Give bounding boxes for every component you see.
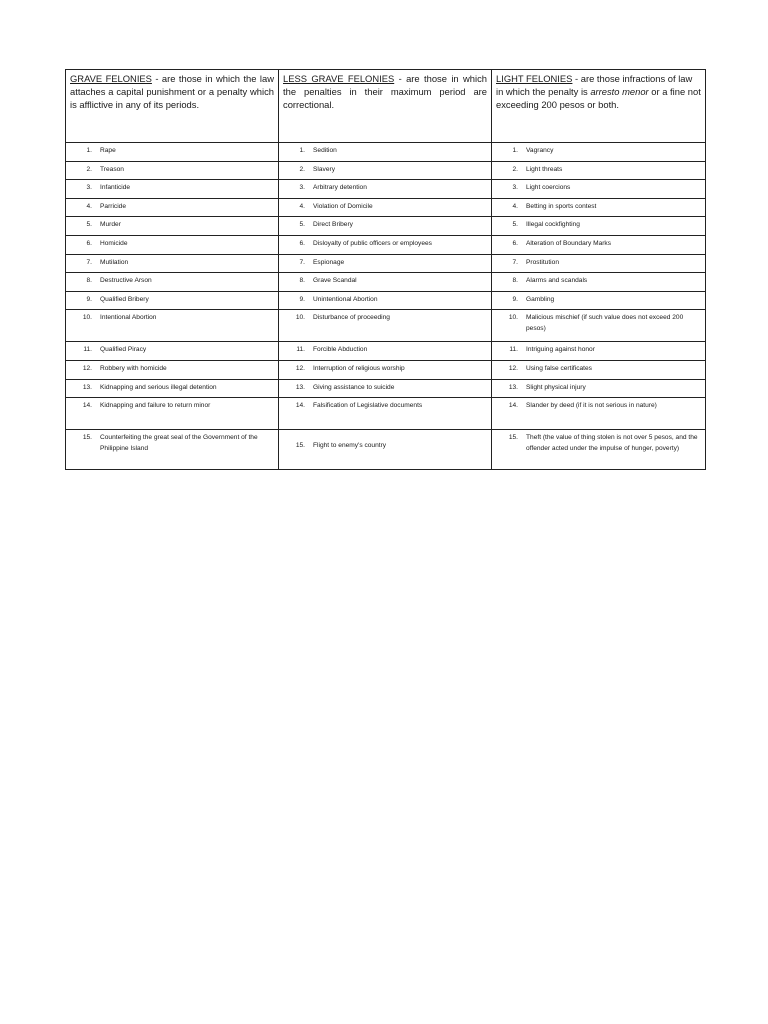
list-item [70,258,274,269]
less-grave-felony-cell [279,143,492,162]
list-item [496,239,701,250]
grave-felony-cell [66,379,279,398]
grave-felony-cell [66,235,279,254]
item-number: 7. [299,258,305,266]
table-row [66,360,706,379]
item-number: 10. [295,314,305,322]
item-number: 1. [86,147,92,154]
light-felonies-penalty-term: arresto menor [590,86,649,97]
item-number: 8. [299,277,305,285]
item-number: 4. [299,202,305,210]
item-number: 9. [299,295,305,303]
grave-felony-cell [66,310,279,342]
grave-felony-cell [66,360,279,379]
item-number: 2. [512,165,518,173]
less-grave-felony-cell [279,379,492,398]
item-number: 15. [295,442,305,450]
light-felony-cell [492,217,706,236]
light-felony-name: Prostitution [526,258,559,266]
less-grave-felony-name: Disturbance of proceeding [313,314,390,322]
list-item [496,146,701,157]
less-grave-felony-cell [279,360,492,379]
item-number: 14. [508,402,518,410]
light-felony-name: Using false certificates [526,364,592,372]
item-number: 9. [512,295,518,303]
list-item [283,364,487,375]
light-felony-name: Betting in sports contest [526,202,597,210]
item-number: 11. [509,346,518,354]
light-felony-name: Alteration of Boundary Marks [526,239,612,247]
grave-felony-name: Mutilation [100,258,129,266]
list-item [283,202,487,213]
light-felony-cell [492,254,706,273]
less-grave-felonies-title: LESS GRAVE FELONIES [283,73,395,84]
less-grave-felony-name: Flight to enemy's country [313,442,387,450]
less-grave-felony-cell [279,217,492,236]
item-number: 9. [86,295,92,303]
list-item [70,295,274,306]
list-item [70,383,274,394]
item-number: 6. [299,239,305,247]
less-grave-felony-name: Espionage [313,258,345,266]
grave-felony-name: Kidnapping and serious illegal detention [100,383,217,391]
item-number: 4. [86,202,92,210]
table-row [66,398,706,430]
felony-classification-table [65,69,706,470]
grave-felony-name: Murder [100,221,121,229]
item-number: 1. [299,147,305,154]
item-number: 15. [82,434,92,442]
table-row [66,161,706,180]
light-felony-cell [492,379,706,398]
item-number: 3. [512,184,518,192]
less-grave-felonies-definition: - are those in which the penalties in their maximum period are correctional. [283,73,487,110]
item-number: 5. [299,221,305,229]
less-grave-felony-name: Interruption of religious worship [313,364,405,372]
item-number: 3. [299,184,305,192]
light-felony-cell [492,180,706,199]
item-number: 11. [83,346,92,354]
list-item [496,433,701,454]
list-item [496,202,701,213]
grave-felony-name: Qualified Bribery [100,295,149,303]
grave-felony-cell [66,217,279,236]
less-grave-felony-cell [279,430,492,470]
list-item [70,183,274,194]
grave-felonies-title: GRAVE FELONIES [70,73,152,84]
item-number: 12. [295,364,305,372]
item-number: 4. [512,202,518,210]
list-item [283,239,487,250]
light-felony-cell [492,430,706,470]
less-grave-felony-name: Falsification of Legislative documents [313,402,423,410]
less-grave-felony-cell [279,254,492,273]
light-felony-name: Malicious mischief (if such value does not exceed 200 pesos) [526,314,684,332]
list-item [496,383,701,394]
list-item [70,165,274,176]
light-felony-cell [492,398,706,430]
table-row [66,198,706,217]
list-item [70,313,274,324]
item-number: 3. [86,184,92,192]
grave-felony-cell [66,161,279,180]
table-row [66,180,706,199]
grave-felony-cell [66,291,279,310]
light-felonies-definition-end: or a fine not exceeding 200 pesos or both. [496,86,701,110]
item-number: 14. [295,402,305,410]
grave-felony-name: Infanticide [100,184,131,192]
grave-felony-name: Kidnapping and failure to return minor [100,402,211,410]
list-item [283,383,487,394]
grave-felony-cell [66,198,279,217]
light-felonies-header [492,70,706,143]
grave-felonies-definition: - are those in which the law attaches a capital punishment or a penalty which is afflictive in any of its periods. [70,73,274,110]
light-felony-name: Light threats [526,165,563,173]
light-felony-cell [492,235,706,254]
list-item [283,258,487,269]
light-felony-name: Vagrancy [526,147,554,154]
less-grave-felony-name: Forcible Abduction [313,346,368,354]
light-felony-name: Slight physical injury [526,383,586,391]
grave-felony-cell [66,254,279,273]
less-grave-felony-name: Direct Bribery [313,221,353,229]
list-item [283,165,487,176]
grave-felony-name: Homicide [100,239,128,247]
item-number: 14. [82,402,92,410]
light-felony-name: Gambling [526,295,555,303]
less-grave-felony-cell [279,342,492,361]
list-item [496,364,701,375]
list-item [496,401,701,412]
light-felony-cell [492,143,706,162]
item-number: 8. [86,277,92,285]
list-item [496,183,701,194]
grave-felony-name: Qualified Piracy [100,346,147,354]
light-felony-cell [492,291,706,310]
table-row [66,273,706,292]
item-number: 12. [82,364,92,372]
list-item [70,433,274,454]
list-item [496,220,701,231]
item-number: 2. [299,165,305,173]
list-item [496,295,701,306]
light-felony-cell [492,273,706,292]
list-item [496,313,701,334]
less-grave-felony-name: Unintentional Abortion [313,295,378,303]
table-row [66,217,706,236]
header-row [66,70,706,143]
felony-rows [66,143,706,470]
list-item [283,345,487,356]
table-row [66,291,706,310]
grave-felony-name: Parricide [100,202,127,210]
grave-felony-name: Destructive Arson [100,277,152,285]
grave-felony-cell [66,143,279,162]
less-grave-felony-name: Arbitrary detention [313,184,367,192]
list-item [70,202,274,213]
item-number: 13. [295,383,305,391]
grave-felony-cell [66,180,279,199]
table-row [66,254,706,273]
item-number: 5. [86,221,92,229]
list-item [283,146,487,157]
list-item [283,183,487,194]
list-item [496,258,701,269]
item-number: 11. [296,346,305,354]
grave-felony-name: Counterfeiting the great seal of the Government of the Philippine Island [100,434,258,452]
less-grave-felony-cell [279,273,492,292]
list-item [496,165,701,176]
grave-felony-cell [66,342,279,361]
item-number: 7. [512,258,518,266]
light-felony-name: Intriguing against honor [526,346,595,354]
table-row [66,342,706,361]
table-row [66,430,706,470]
less-grave-felony-cell [279,198,492,217]
less-grave-felony-name: Violation of Domicile [313,202,373,210]
list-item [70,345,274,356]
item-number: 10. [508,314,518,322]
item-number: 6. [86,239,92,247]
list-item [70,220,274,231]
item-number: 7. [86,258,92,266]
light-felony-cell [492,360,706,379]
list-item [283,220,487,231]
list-item [496,276,701,287]
item-number: 10. [82,314,92,322]
less-grave-felony-name: Grave Scandal [313,277,357,285]
light-felonies-title: LIGHT FELONIES [496,73,573,84]
light-felony-cell [492,198,706,217]
grave-felony-name: Robbery with homicide [100,364,167,372]
grave-felony-cell [66,398,279,430]
item-number: 13. [82,383,92,391]
light-felony-name: Alarms and scandals [526,277,588,285]
grave-felony-cell [66,430,279,470]
table-row [66,379,706,398]
list-item [70,276,274,287]
less-grave-felony-name: Sedition [313,147,337,154]
item-number: 5. [512,221,518,229]
less-grave-felony-cell [279,398,492,430]
list-item [496,345,701,356]
light-felony-name: Slander by deed (if it is not serious in nature) [526,402,657,410]
light-felony-name: Illegal cockfighting [526,221,580,229]
light-felonies-definition-start: - are those infractions of law in which the penalty is [496,73,693,97]
less-grave-felony-cell [279,310,492,342]
list-item [283,441,487,452]
item-number: 13. [508,383,518,391]
list-item [70,239,274,250]
table-row [66,143,706,162]
list-item [283,276,487,287]
item-number: 8. [512,277,518,285]
less-grave-felony-cell [279,291,492,310]
list-item [70,146,274,157]
light-felony-cell [492,161,706,180]
grave-felony-name: Treason [100,165,124,173]
less-grave-felony-cell [279,161,492,180]
light-felony-cell [492,310,706,342]
less-grave-felony-cell [279,180,492,199]
less-grave-felony-name: Disloyalty of public officers or employees [313,239,432,247]
list-item [70,364,274,375]
less-grave-felony-name: Giving assistance to suicide [313,383,395,391]
grave-felonies-header [66,70,279,143]
grave-felony-name: Rape [100,147,116,154]
list-item [283,313,487,324]
grave-felony-cell [66,273,279,292]
light-felony-name: Theft (the value of thing stolen is not over 5 pesos, and the offender acted under the impulse of hunger, poverty) [526,434,698,452]
less-grave-felony-cell [279,235,492,254]
list-item [283,401,487,412]
light-felony-name: Light coercions [526,184,571,192]
less-grave-felonies-header [279,70,492,143]
table-row [66,310,706,342]
grave-felony-name: Intentional Abortion [100,314,157,322]
list-item [70,401,274,412]
table-row [66,235,706,254]
less-grave-felony-name: Slavery [313,165,335,173]
list-item [283,295,487,306]
item-number: 1. [512,147,518,154]
light-felony-cell [492,342,706,361]
item-number: 2. [86,165,92,173]
item-number: 15. [508,434,518,442]
item-number: 6. [512,239,518,247]
item-number: 12. [508,364,518,372]
